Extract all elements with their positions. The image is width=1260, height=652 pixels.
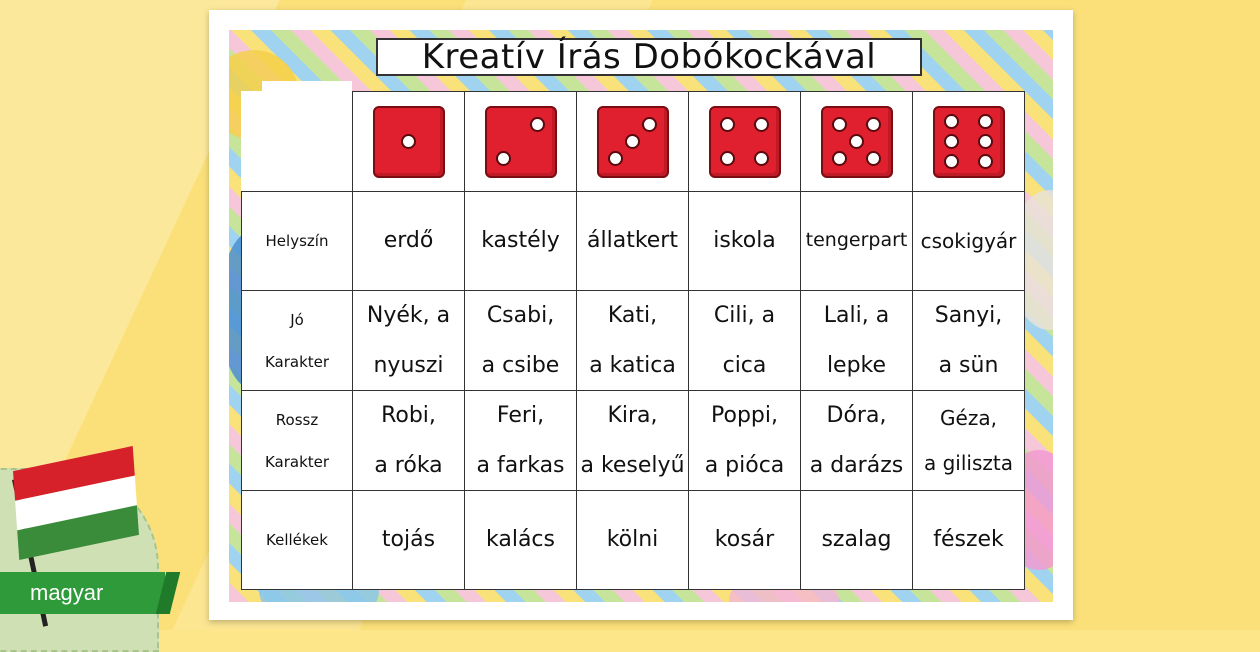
cell-text: a farkas: [476, 452, 565, 478]
die-pip: [832, 117, 847, 132]
cell-text: a giliszta: [924, 450, 1013, 475]
dice-writing-table: [241, 91, 1025, 590]
table-cell: [913, 391, 1025, 491]
table-cell: [577, 192, 689, 291]
cell-text: csokigyár: [920, 228, 1017, 253]
die-pip: [944, 134, 959, 149]
table-cell: [689, 192, 801, 291]
language-badge: [0, 572, 165, 614]
die-pip: [754, 117, 769, 132]
cell-text: a csibe: [481, 352, 560, 378]
language-label: magyar: [30, 580, 104, 605]
table-cell: [689, 491, 801, 590]
row-kellekek: [242, 491, 1025, 590]
cell-text: Csabi,: [486, 303, 555, 328]
cell-text: tojás: [381, 527, 436, 553]
die-5-icon: [821, 106, 893, 178]
cell-text: Sanyi,: [934, 303, 1003, 328]
row-label-line: Karakter: [264, 352, 330, 371]
cell-text: szalag: [821, 527, 892, 553]
cell-text: kölni: [606, 527, 659, 553]
table-cell: [913, 291, 1025, 391]
cell-text: a pióca: [704, 452, 785, 478]
table-cell: [465, 192, 577, 291]
worksheet-title: Kreatív Írás Dobókockával: [421, 37, 877, 77]
dice-cell-5: [801, 92, 913, 192]
worksheet-title-box: [376, 38, 922, 76]
die-2-icon: [485, 106, 557, 178]
dice-cell-3: [577, 92, 689, 192]
die-pip: [530, 117, 545, 132]
cell-text: Robi,: [381, 403, 436, 428]
cell-text: a darázs: [809, 452, 904, 478]
cell-text: Cili, a: [713, 303, 776, 328]
table-cell: [353, 192, 465, 291]
cell-text: kalács: [486, 527, 555, 553]
cell-text: állatkert: [587, 228, 678, 254]
cell-text: cica: [722, 352, 767, 378]
row-rossz-karakter: [242, 391, 1025, 491]
die-pip: [866, 151, 881, 166]
cell-text: lepke: [826, 352, 887, 378]
cell-text: a sün: [938, 352, 999, 378]
cell-text: Lali, a: [823, 303, 890, 328]
row-jo-karakter: [242, 291, 1025, 391]
cell-text: Géza,: [940, 405, 997, 430]
cell-text: Nyék, a: [366, 303, 451, 328]
cell-text: kastély: [481, 228, 560, 254]
die-pip: [978, 134, 993, 149]
dice-cell-6: [913, 92, 1025, 192]
table-cell: [801, 491, 913, 590]
die-pip: [944, 154, 959, 169]
die-3-icon: [597, 106, 669, 178]
cell-text: iskola: [713, 228, 776, 254]
cell-text: Kira,: [607, 403, 658, 428]
die-pip: [720, 151, 735, 166]
die-pip: [401, 134, 416, 149]
cell-text: erdő: [383, 228, 434, 254]
die-pip: [642, 117, 657, 132]
die-6-icon: [933, 106, 1005, 178]
table-cell: [465, 391, 577, 491]
table-cell: [465, 491, 577, 590]
table-cell: [801, 291, 913, 391]
table-cell: [801, 192, 913, 291]
die-pip: [978, 154, 993, 169]
cell-text: nyuszi: [373, 352, 444, 378]
cell-text: a keselyű: [580, 452, 685, 478]
table-cell: [353, 491, 465, 590]
row-label-line: Helyszín: [265, 232, 329, 250]
row-label-line: Kellékek: [266, 531, 328, 549]
die-pip: [832, 151, 847, 166]
row-label: [242, 391, 353, 491]
die-pip: [944, 114, 959, 129]
die-pip: [754, 151, 769, 166]
die-1-icon: [373, 106, 445, 178]
table-cell: [465, 291, 577, 391]
die-pip: [720, 117, 735, 132]
die-pip: [496, 151, 511, 166]
cell-text: a katica: [589, 352, 676, 378]
row-label-line: Jó: [290, 310, 304, 329]
die-pip: [608, 151, 623, 166]
table-cell: [577, 491, 689, 590]
table-cell: [801, 391, 913, 491]
cell-text: Kati,: [607, 303, 658, 328]
cell-text: fészek: [933, 527, 1004, 553]
cell-text: Dóra,: [826, 403, 887, 428]
die-pip: [849, 134, 864, 149]
cell-text: a róka: [374, 452, 443, 478]
dice-cell-4: [689, 92, 801, 192]
dice-cell-1: [353, 92, 465, 192]
die-pip: [978, 114, 993, 129]
table-cell: [353, 391, 465, 491]
table-cell: [689, 291, 801, 391]
die-pip: [625, 134, 640, 149]
row-label: [242, 192, 353, 291]
dice-cell-2: [465, 92, 577, 192]
die-4-icon: [709, 106, 781, 178]
cell-text: Poppi,: [711, 403, 778, 428]
row-label: [242, 291, 353, 391]
table-cell: [353, 291, 465, 391]
row-label: [242, 491, 353, 590]
dice-header-row: [242, 92, 1025, 192]
row-label-line: Karakter: [264, 452, 330, 471]
corner-cell: [242, 92, 353, 192]
cell-text: kosár: [714, 527, 775, 553]
table-cell: [577, 291, 689, 391]
die-pip: [866, 117, 881, 132]
row-label-line: Rossz: [275, 410, 319, 429]
cell-text: tengerpart: [805, 229, 908, 252]
cell-text: Feri,: [496, 403, 545, 428]
table-cell: [577, 391, 689, 491]
table-cell: [913, 491, 1025, 590]
table-cell: [689, 391, 801, 491]
row-helyszin: [242, 192, 1025, 291]
table-cell: [913, 192, 1025, 291]
